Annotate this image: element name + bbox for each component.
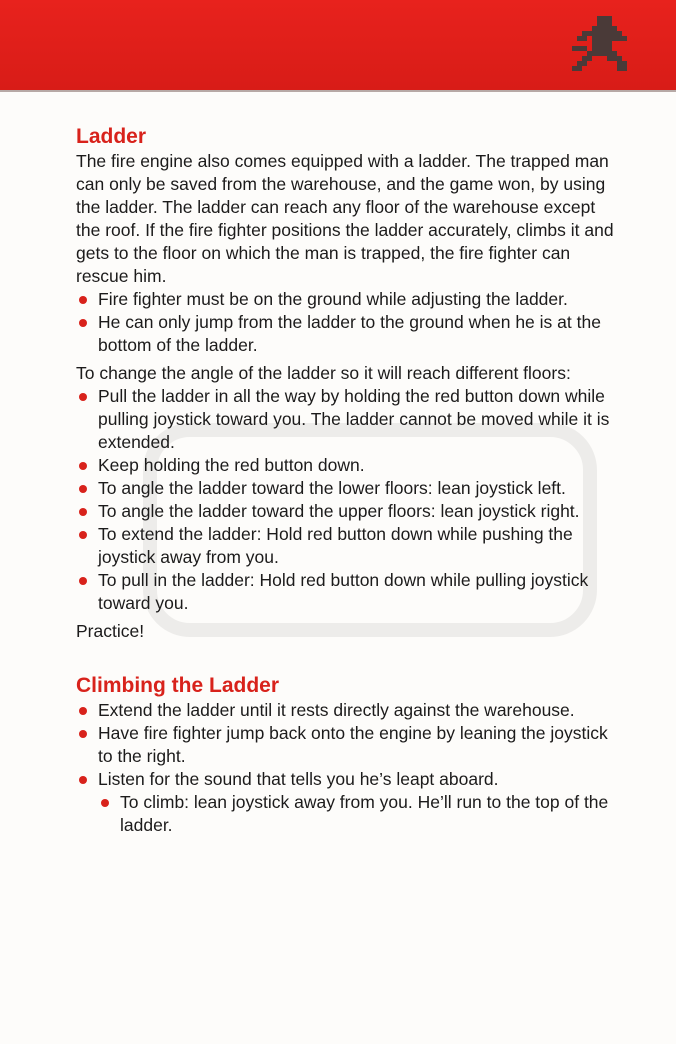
- ladder-intro: The fire engine also comes equipped with a ladder. The trapped man can only be saved from the warehouse, and the game won, by using the ladder. The ladder can reach any floor of the warehouse except the roof. If the fire fighter positions the ladder accurately, climbs it and gets to the floor on which the man is trapped, the fire fighter can rescue him.: [76, 151, 614, 286]
- manual-page: [76, 124, 616, 837]
- running-firefighter-icon: [572, 16, 632, 76]
- practice-text: Practice!: [76, 621, 145, 641]
- list-item: To climb: lean joystick away from you. He’ll run to the top of the ladder.: [76, 791, 616, 837]
- list-item: Keep holding the red button down.: [76, 454, 616, 477]
- ladder-bullet-list: [76, 288, 616, 357]
- climbing-bullet-list: [76, 699, 616, 837]
- list-item: He can only jump from the ladder to the ground when he is at the bottom of the ladder.: [76, 311, 616, 357]
- angle-bullet-list: [76, 385, 616, 615]
- list-item: To angle the ladder toward the lower floors: lean joystick left.: [76, 477, 616, 500]
- list-item: To pull in the ladder: Hold red button down while pulling joystick toward you.: [76, 569, 616, 615]
- spacer: [76, 643, 616, 673]
- list-item: Extend the ladder until it rests directly against the warehouse.: [76, 699, 616, 722]
- angle-intro: To change the angle of the ladder so it will reach different floors:: [76, 363, 571, 383]
- section-title-climbing: Climbing the Ladder: [76, 674, 280, 697]
- list-item: Have fire fighter jump back onto the engine by leaning the joystick to the right.: [76, 722, 616, 768]
- section-title-ladder: Ladder: [76, 125, 147, 148]
- list-item: Listen for the sound that tells you he’s leapt aboard.: [76, 768, 616, 791]
- list-item: Fire fighter must be on the ground while adjusting the ladder.: [76, 288, 616, 311]
- list-item: To extend the ladder: Hold red button down while pushing the joystick away from you.: [76, 523, 616, 569]
- list-item: To angle the ladder toward the upper floors: lean joystick right.: [76, 500, 616, 523]
- list-item: Pull the ladder in all the way by holding the red button down while pulling joystick toward you. The ladder cannot be moved while it is extended.: [76, 385, 616, 454]
- header-band: [0, 0, 676, 92]
